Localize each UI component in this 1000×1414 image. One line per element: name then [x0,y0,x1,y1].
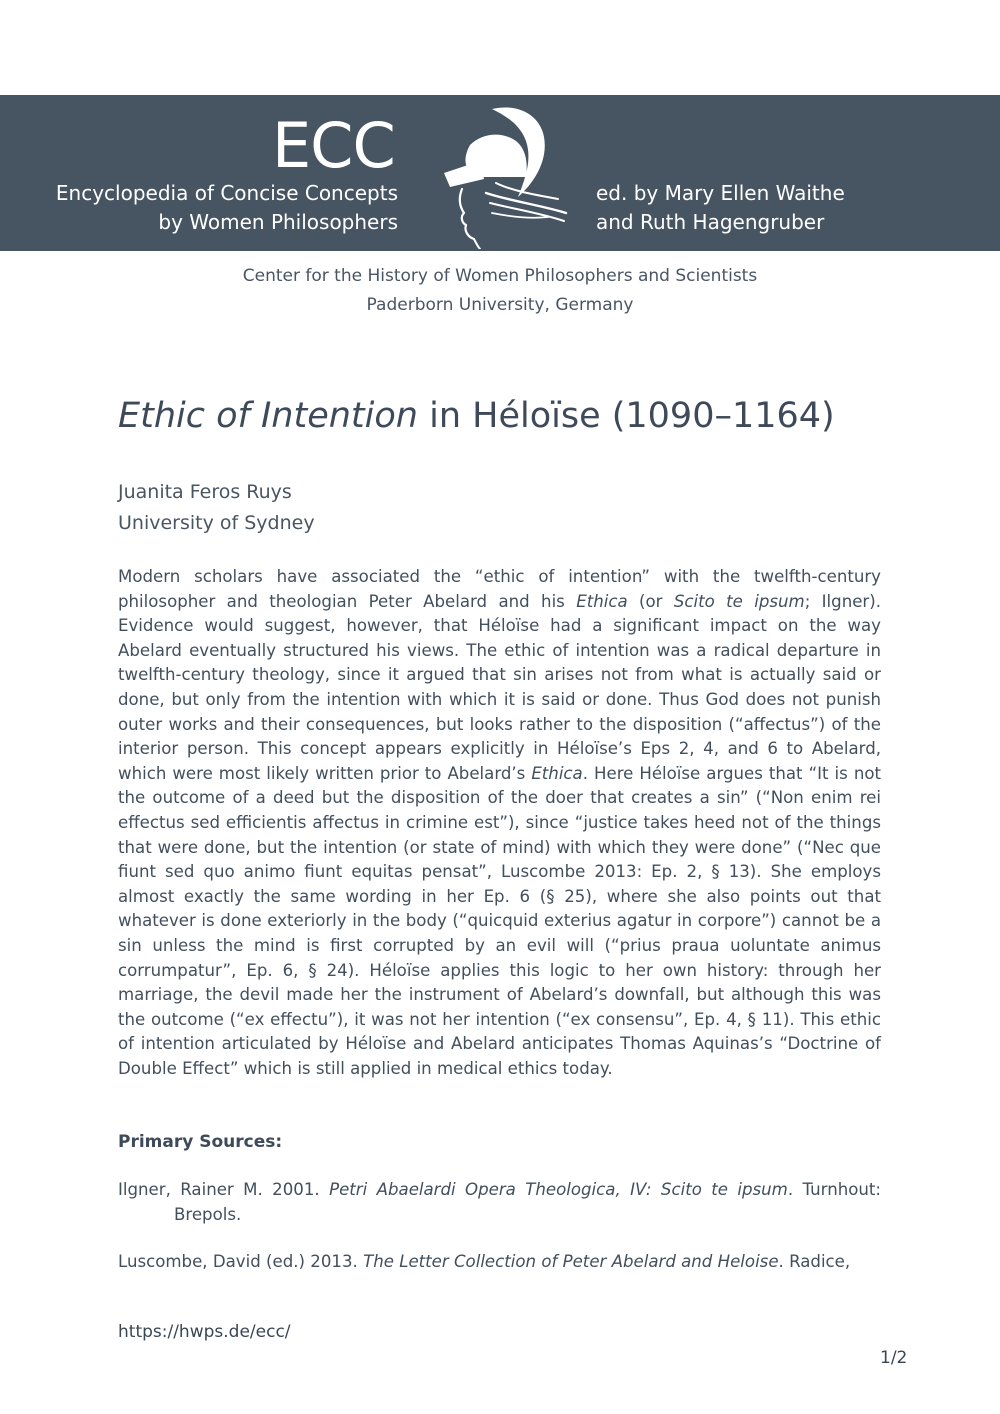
reference-title: Petri Abaelardi Opera Theologica, IV: Scito te ipsum [329,1180,788,1199]
editors [596,179,845,237]
body-segment: Modern scholars have associated the “ethic of intention” with the twelfth-century philosopher and theologian Peter Abelard and his [118,567,881,611]
institution-location: Paderborn University, Germany [366,295,634,315]
editors-line-1: ed. by Mary Ellen Waithe [596,181,845,205]
article-body [118,565,881,1081]
reference-publisher: . Radice, [778,1252,851,1271]
reference-title: The Letter Collection of Peter Abelard and Heloise [363,1252,779,1271]
reference-item [118,1178,881,1227]
body-italic: Ethica [531,763,583,783]
primary-sources-heading: Primary Sources: [118,1132,283,1152]
reference-item [118,1250,881,1275]
author-affiliation: University of Sydney [118,512,315,534]
ecc-acronym: ECC [272,109,395,182]
body-italic: Ethica [576,591,628,611]
reference-author: Ilgner, Rainer M. 2001. [118,1180,330,1199]
body-segment: ; Ilgner). Evidence would suggest, however, that Héloïse had a significant impact on the way Abelard eventually structured his views. The ethic of intention was a radical departure in twelfth-century theology, since it argued that sin arises not from what is actually said or done, but only from the intention with which it is said or done. Thus God does not punish outer works and their consequences, but looks rather to the disposition (“affectus”) of the interior person. This concept appears explicitly in Héloïse’s Eps 2, 4, and 6 to Abelard, which were most likely written prior to Abelard’s [118,591,881,783]
encyclopedia-name [56,179,398,237]
editors-line-2: and Ruth Hagengruber [596,210,825,234]
article-title [118,394,835,438]
reference-publisher: . Turnhout: Brepols. [174,1180,882,1224]
footer-url[interactable]: https://hwps.de/ecc/ [118,1322,291,1342]
encyclopedia-line-2: by Women Philosophers [158,210,398,234]
header-banner [0,95,1000,251]
body-italic: Scito te ipsum [673,591,805,611]
institution-name: Center for the History of Women Philosophers and Scientists [242,266,758,286]
body-segment: . Here Héloïse argues that “It is not the outcome of a deed but the disposition of the doer that creates a sin” (“Non enim rei effectus sed efficientis affectus in crimine est”), since “justice takes heed not of the things that were done, but the intention (or state of mind) with which they were done” (“Nec que fiunt sed quo animo fiunt equitas pensat”, Luscombe 2013: Ep. 2, § 13). She employs almost exactly the same wording in her Ep. 6 (§ 25), where she also points out that whatever is done exteriorly in the body (“quicquid exterius agatur in corpore”) cannot be a sin unless the mind is first corrupted by an evil will (“prius praua uoluntate animus corrumpatur”, Ep. 6, § 24). Héloïse applies this logic to her own history: through her marriage, the devil made her the instrument of Abelard’s downfall, but although this was the outcome (“ex effectu”), it was not her intention (“ex consensu”, Ep. 4, § 11). This ethic of intention articulated by Héloïse and Abelard anticipates Thomas Aquinas’s “Doctrine of Double Effect” which is still applied in medical ethics today. [118,763,881,1078]
author-name: Juanita Feros Ruys [118,481,292,503]
page-number: 1/2 [880,1348,908,1368]
article-title-italic: Ethic of Intention [118,396,418,436]
encyclopedia-line-1: Encyclopedia of Concise Concepts [55,181,398,205]
body-segment: (or [627,591,674,611]
reference-author: Luscombe, David (ed.) 2013. [118,1252,364,1271]
article-title-rest: in Héloïse (1090–1164) [417,396,835,436]
athena-helmet-icon [440,101,570,249]
